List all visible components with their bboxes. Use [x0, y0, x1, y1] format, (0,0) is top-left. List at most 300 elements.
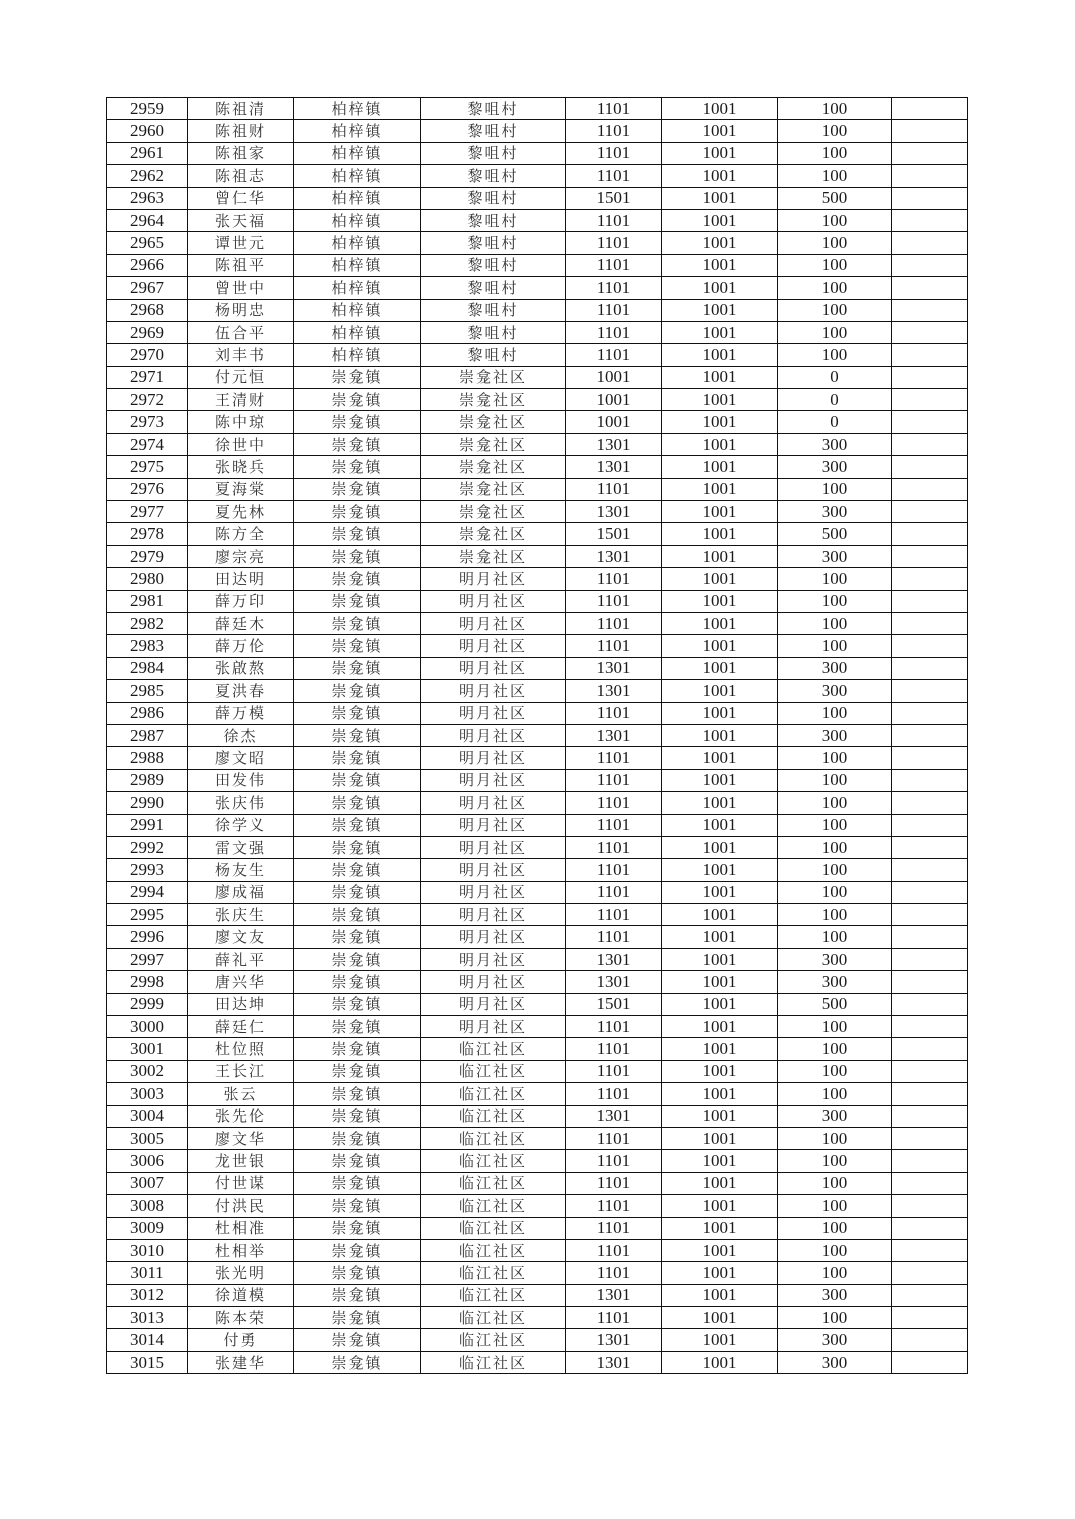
cell-note: [892, 389, 968, 411]
cell-note: [892, 836, 968, 858]
data-table: [106, 97, 968, 1374]
cell-amount: 100: [778, 1150, 892, 1172]
cell-code-2: 1001: [662, 366, 778, 388]
cell-code-1: 1301: [566, 433, 662, 455]
cell-note: [892, 747, 968, 769]
cell-code-1: 1301: [566, 971, 662, 993]
cell-serial-number: 3004: [107, 1105, 188, 1127]
cell-town: 崇龛镇: [294, 366, 421, 388]
cell-code-2: 1001: [662, 1195, 778, 1217]
cell-serial-number: 2999: [107, 993, 188, 1015]
cell-amount: 100: [778, 478, 892, 500]
table-row: [107, 344, 968, 366]
cell-code-1: 1101: [566, 612, 662, 634]
cell-name: 杨明忠: [188, 299, 294, 321]
table-row: [107, 1150, 968, 1172]
table-row: [107, 523, 968, 545]
cell-village: 黎咀村: [421, 98, 566, 120]
cell-town: 崇龛镇: [294, 1351, 421, 1373]
cell-note: [892, 680, 968, 702]
cell-code-2: 1001: [662, 523, 778, 545]
cell-town: 崇龛镇: [294, 792, 421, 814]
cell-code-2: 1001: [662, 612, 778, 634]
cell-town: 崇龛镇: [294, 814, 421, 836]
cell-name: 张庆生: [188, 904, 294, 926]
cell-note: [892, 187, 968, 209]
cell-amount: 300: [778, 948, 892, 970]
table-row: [107, 209, 968, 231]
cell-serial-number: 2997: [107, 948, 188, 970]
cell-village: 明月社区: [421, 747, 566, 769]
cell-note: [892, 456, 968, 478]
cell-amount: 100: [778, 277, 892, 299]
cell-note: [892, 254, 968, 276]
cell-code-2: 1001: [662, 98, 778, 120]
cell-code-1: 1101: [566, 635, 662, 657]
cell-serial-number: 2998: [107, 971, 188, 993]
cell-serial-number: 2968: [107, 299, 188, 321]
cell-code-2: 1001: [662, 814, 778, 836]
cell-village: 明月社区: [421, 612, 566, 634]
cell-code-1: 1101: [566, 1060, 662, 1082]
cell-town: 崇龛镇: [294, 1150, 421, 1172]
cell-code-1: 1101: [566, 1127, 662, 1149]
cell-serial-number: 2992: [107, 836, 188, 858]
cell-note: [892, 702, 968, 724]
cell-village: 临江社区: [421, 1172, 566, 1194]
cell-code-2: 1001: [662, 389, 778, 411]
cell-note: [892, 1150, 968, 1172]
cell-code-1: 1501: [566, 523, 662, 545]
table-row: [107, 1262, 968, 1284]
cell-serial-number: 2973: [107, 411, 188, 433]
cell-amount: 300: [778, 1351, 892, 1373]
cell-name: 龙世银: [188, 1150, 294, 1172]
cell-serial-number: 2983: [107, 635, 188, 657]
cell-name: 刘丰书: [188, 344, 294, 366]
cell-name: 张晓兵: [188, 456, 294, 478]
cell-serial-number: 3001: [107, 1038, 188, 1060]
cell-code-2: 1001: [662, 545, 778, 567]
cell-name: 张天福: [188, 209, 294, 231]
cell-amount: 100: [778, 299, 892, 321]
table-row: [107, 971, 968, 993]
cell-name: 徐道模: [188, 1284, 294, 1306]
cell-serial-number: 2979: [107, 545, 188, 567]
cell-name: 陈本荣: [188, 1307, 294, 1329]
cell-name: 付世谋: [188, 1172, 294, 1194]
cell-serial-number: 2984: [107, 657, 188, 679]
table-row: [107, 904, 968, 926]
cell-code-2: 1001: [662, 344, 778, 366]
table-row: [107, 814, 968, 836]
cell-code-1: 1101: [566, 702, 662, 724]
cell-note: [892, 881, 968, 903]
cell-code-2: 1001: [662, 501, 778, 523]
table-row: [107, 702, 968, 724]
cell-village: 黎咀村: [421, 142, 566, 164]
cell-name: 薛礼平: [188, 948, 294, 970]
table-row: [107, 433, 968, 455]
cell-note: [892, 1038, 968, 1060]
cell-name: 杜相举: [188, 1239, 294, 1261]
table-row: [107, 657, 968, 679]
cell-amount: 100: [778, 814, 892, 836]
cell-amount: 100: [778, 254, 892, 276]
cell-name: 陈方全: [188, 523, 294, 545]
cell-town: 柏梓镇: [294, 120, 421, 142]
cell-amount: 100: [778, 1239, 892, 1261]
cell-code-1: 1301: [566, 1329, 662, 1351]
cell-town: 柏梓镇: [294, 254, 421, 276]
table-row: [107, 1284, 968, 1306]
cell-town: 崇龛镇: [294, 702, 421, 724]
cell-note: [892, 478, 968, 500]
cell-code-2: 1001: [662, 836, 778, 858]
cell-code-1: 1101: [566, 1038, 662, 1060]
cell-amount: 100: [778, 881, 892, 903]
cell-village: 明月社区: [421, 702, 566, 724]
cell-amount: 100: [778, 836, 892, 858]
cell-code-1: 1301: [566, 680, 662, 702]
cell-amount: 500: [778, 187, 892, 209]
cell-note: [892, 1060, 968, 1082]
cell-code-1: 1101: [566, 1172, 662, 1194]
cell-serial-number: 3006: [107, 1150, 188, 1172]
cell-town: 崇龛镇: [294, 568, 421, 590]
cell-code-1: 1101: [566, 1016, 662, 1038]
cell-code-2: 1001: [662, 993, 778, 1015]
cell-village: 黎咀村: [421, 344, 566, 366]
cell-village: 临江社区: [421, 1150, 566, 1172]
cell-note: [892, 1172, 968, 1194]
cell-code-1: 1101: [566, 926, 662, 948]
cell-name: 薛万模: [188, 702, 294, 724]
cell-note: [892, 1307, 968, 1329]
cell-serial-number: 3011: [107, 1262, 188, 1284]
cell-note: [892, 657, 968, 679]
cell-code-2: 1001: [662, 926, 778, 948]
cell-code-1: 1101: [566, 1217, 662, 1239]
cell-amount: 300: [778, 456, 892, 478]
cell-amount: 100: [778, 1083, 892, 1105]
cell-code-1: 1301: [566, 545, 662, 567]
cell-code-2: 1001: [662, 1172, 778, 1194]
cell-code-2: 1001: [662, 859, 778, 881]
cell-name: 王长江: [188, 1060, 294, 1082]
cell-town: 崇龛镇: [294, 904, 421, 926]
cell-code-1: 1001: [566, 389, 662, 411]
cell-name: 廖文友: [188, 926, 294, 948]
cell-note: [892, 926, 968, 948]
cell-village: 明月社区: [421, 792, 566, 814]
cell-note: [892, 814, 968, 836]
cell-name: 陈祖家: [188, 142, 294, 164]
cell-code-2: 1001: [662, 1262, 778, 1284]
cell-amount: 100: [778, 1060, 892, 1082]
cell-village: 临江社区: [421, 1329, 566, 1351]
table-row: [107, 590, 968, 612]
cell-serial-number: 3005: [107, 1127, 188, 1149]
table-row: [107, 836, 968, 858]
cell-note: [892, 523, 968, 545]
cell-name: 付洪民: [188, 1195, 294, 1217]
cell-code-1: 1501: [566, 993, 662, 1015]
cell-amount: 300: [778, 971, 892, 993]
cell-note: [892, 1105, 968, 1127]
cell-code-1: 1301: [566, 1284, 662, 1306]
cell-code-1: 1101: [566, 904, 662, 926]
cell-amount: 100: [778, 612, 892, 634]
cell-note: [892, 1195, 968, 1217]
table-row: [107, 635, 968, 657]
cell-village: 明月社区: [421, 724, 566, 746]
cell-code-1: 1101: [566, 254, 662, 276]
cell-town: 崇龛镇: [294, 612, 421, 634]
cell-note: [892, 792, 968, 814]
cell-serial-number: 2964: [107, 209, 188, 231]
cell-amount: 100: [778, 142, 892, 164]
cell-village: 明月社区: [421, 1016, 566, 1038]
cell-name: 夏海棠: [188, 478, 294, 500]
table-row: [107, 98, 968, 120]
cell-note: [892, 904, 968, 926]
cell-code-1: 1101: [566, 209, 662, 231]
cell-name: 徐世中: [188, 433, 294, 455]
cell-amount: 100: [778, 344, 892, 366]
cell-serial-number: 2971: [107, 366, 188, 388]
cell-code-1: 1101: [566, 590, 662, 612]
cell-amount: 100: [778, 769, 892, 791]
cell-code-1: 1101: [566, 232, 662, 254]
cell-serial-number: 2988: [107, 747, 188, 769]
cell-name: 伍合平: [188, 321, 294, 343]
cell-note: [892, 209, 968, 231]
cell-amount: 100: [778, 926, 892, 948]
cell-village: 明月社区: [421, 948, 566, 970]
cell-village: 明月社区: [421, 836, 566, 858]
cell-serial-number: 2982: [107, 612, 188, 634]
cell-note: [892, 769, 968, 791]
cell-code-1: 1301: [566, 456, 662, 478]
cell-code-1: 1301: [566, 724, 662, 746]
cell-serial-number: 2993: [107, 859, 188, 881]
cell-code-1: 1101: [566, 321, 662, 343]
cell-note: [892, 120, 968, 142]
cell-name: 谭世元: [188, 232, 294, 254]
cell-amount: 500: [778, 523, 892, 545]
cell-amount: 0: [778, 389, 892, 411]
cell-code-1: 1101: [566, 165, 662, 187]
cell-code-2: 1001: [662, 1150, 778, 1172]
cell-code-1: 1101: [566, 299, 662, 321]
table-row: [107, 1217, 968, 1239]
cell-village: 明月社区: [421, 881, 566, 903]
cell-name: 徐学义: [188, 814, 294, 836]
cell-amount: 300: [778, 545, 892, 567]
table-row: [107, 680, 968, 702]
cell-town: 崇龛镇: [294, 1239, 421, 1261]
cell-note: [892, 299, 968, 321]
cell-village: 崇龛社区: [421, 545, 566, 567]
cell-village: 明月社区: [421, 859, 566, 881]
cell-village: 临江社区: [421, 1127, 566, 1149]
table-row: [107, 545, 968, 567]
cell-serial-number: 2962: [107, 165, 188, 187]
cell-village: 临江社区: [421, 1038, 566, 1060]
cell-town: 崇龛镇: [294, 1127, 421, 1149]
cell-town: 崇龛镇: [294, 1060, 421, 1082]
cell-code-2: 1001: [662, 321, 778, 343]
cell-serial-number: 2974: [107, 433, 188, 455]
cell-amount: 300: [778, 501, 892, 523]
cell-village: 黎咀村: [421, 299, 566, 321]
cell-village: 崇龛社区: [421, 433, 566, 455]
cell-serial-number: 3012: [107, 1284, 188, 1306]
cell-serial-number: 2967: [107, 277, 188, 299]
cell-village: 明月社区: [421, 568, 566, 590]
cell-serial-number: 2972: [107, 389, 188, 411]
cell-village: 崇龛社区: [421, 478, 566, 500]
cell-town: 崇龛镇: [294, 545, 421, 567]
cell-note: [892, 1329, 968, 1351]
cell-code-1: 1101: [566, 769, 662, 791]
cell-amount: 100: [778, 321, 892, 343]
cell-name: 田达明: [188, 568, 294, 590]
cell-serial-number: 2978: [107, 523, 188, 545]
cell-name: 夏先林: [188, 501, 294, 523]
cell-village: 崇龛社区: [421, 366, 566, 388]
cell-code-2: 1001: [662, 433, 778, 455]
table-row: [107, 142, 968, 164]
cell-note: [892, 1262, 968, 1284]
cell-serial-number: 2965: [107, 232, 188, 254]
cell-code-2: 1001: [662, 120, 778, 142]
cell-amount: 300: [778, 1284, 892, 1306]
cell-village: 黎咀村: [421, 187, 566, 209]
cell-serial-number: 3000: [107, 1016, 188, 1038]
cell-amount: 100: [778, 1172, 892, 1194]
table-row: [107, 232, 968, 254]
cell-village: 临江社区: [421, 1195, 566, 1217]
cell-town: 柏梓镇: [294, 277, 421, 299]
cell-village: 临江社区: [421, 1351, 566, 1373]
cell-code-1: 1101: [566, 277, 662, 299]
cell-village: 崇龛社区: [421, 501, 566, 523]
cell-town: 崇龛镇: [294, 411, 421, 433]
cell-name: 廖成福: [188, 881, 294, 903]
cell-name: 廖文华: [188, 1127, 294, 1149]
cell-village: 临江社区: [421, 1217, 566, 1239]
cell-amount: 300: [778, 433, 892, 455]
cell-note: [892, 635, 968, 657]
table-row: [107, 299, 968, 321]
cell-town: 崇龛镇: [294, 389, 421, 411]
cell-village: 明月社区: [421, 814, 566, 836]
cell-town: 崇龛镇: [294, 501, 421, 523]
cell-village: 崇龛社区: [421, 456, 566, 478]
cell-note: [892, 98, 968, 120]
cell-town: 崇龛镇: [294, 971, 421, 993]
cell-town: 柏梓镇: [294, 209, 421, 231]
cell-village: 明月社区: [421, 590, 566, 612]
cell-village: 黎咀村: [421, 165, 566, 187]
table-row: [107, 747, 968, 769]
cell-code-1: 1301: [566, 657, 662, 679]
cell-code-1: 1001: [566, 366, 662, 388]
table-row: [107, 366, 968, 388]
cell-name: 薛廷仁: [188, 1016, 294, 1038]
cell-code-2: 1001: [662, 635, 778, 657]
cell-amount: 100: [778, 98, 892, 120]
table-row: [107, 881, 968, 903]
cell-code-2: 1001: [662, 590, 778, 612]
cell-serial-number: 2975: [107, 456, 188, 478]
table-row: [107, 612, 968, 634]
cell-note: [892, 971, 968, 993]
cell-code-2: 1001: [662, 1105, 778, 1127]
cell-code-1: 1101: [566, 1307, 662, 1329]
table-row: [107, 411, 968, 433]
cell-amount: 100: [778, 120, 892, 142]
cell-note: [892, 501, 968, 523]
cell-serial-number: 3013: [107, 1307, 188, 1329]
cell-amount: 100: [778, 209, 892, 231]
cell-code-2: 1001: [662, 1329, 778, 1351]
cell-note: [892, 411, 968, 433]
cell-name: 唐兴华: [188, 971, 294, 993]
cell-amount: 500: [778, 993, 892, 1015]
cell-village: 黎咀村: [421, 232, 566, 254]
cell-name: 薛万印: [188, 590, 294, 612]
table-row: [107, 1172, 968, 1194]
cell-serial-number: 3015: [107, 1351, 188, 1373]
cell-code-2: 1001: [662, 1127, 778, 1149]
cell-amount: 100: [778, 165, 892, 187]
cell-amount: 100: [778, 1307, 892, 1329]
cell-amount: 300: [778, 724, 892, 746]
cell-serial-number: 2991: [107, 814, 188, 836]
cell-name: 廖文昭: [188, 747, 294, 769]
cell-serial-number: 2995: [107, 904, 188, 926]
cell-name: 张云: [188, 1083, 294, 1105]
cell-name: 付勇: [188, 1329, 294, 1351]
cell-town: 柏梓镇: [294, 344, 421, 366]
cell-name: 张光明: [188, 1262, 294, 1284]
cell-amount: 100: [778, 1127, 892, 1149]
cell-note: [892, 1016, 968, 1038]
cell-code-1: 1101: [566, 1239, 662, 1261]
cell-village: 明月社区: [421, 635, 566, 657]
cell-village: 明月社区: [421, 769, 566, 791]
cell-amount: 100: [778, 568, 892, 590]
cell-village: 临江社区: [421, 1307, 566, 1329]
cell-code-1: 1101: [566, 344, 662, 366]
cell-code-2: 1001: [662, 209, 778, 231]
cell-code-2: 1001: [662, 904, 778, 926]
cell-amount: 100: [778, 1217, 892, 1239]
cell-village: 明月社区: [421, 926, 566, 948]
cell-name: 张啟熬: [188, 657, 294, 679]
cell-town: 崇龛镇: [294, 478, 421, 500]
cell-name: 付元恒: [188, 366, 294, 388]
cell-town: 崇龛镇: [294, 881, 421, 903]
cell-name: 田达坤: [188, 993, 294, 1015]
cell-amount: 100: [778, 859, 892, 881]
cell-serial-number: 2963: [107, 187, 188, 209]
cell-name: 陈祖平: [188, 254, 294, 276]
cell-code-2: 1001: [662, 411, 778, 433]
